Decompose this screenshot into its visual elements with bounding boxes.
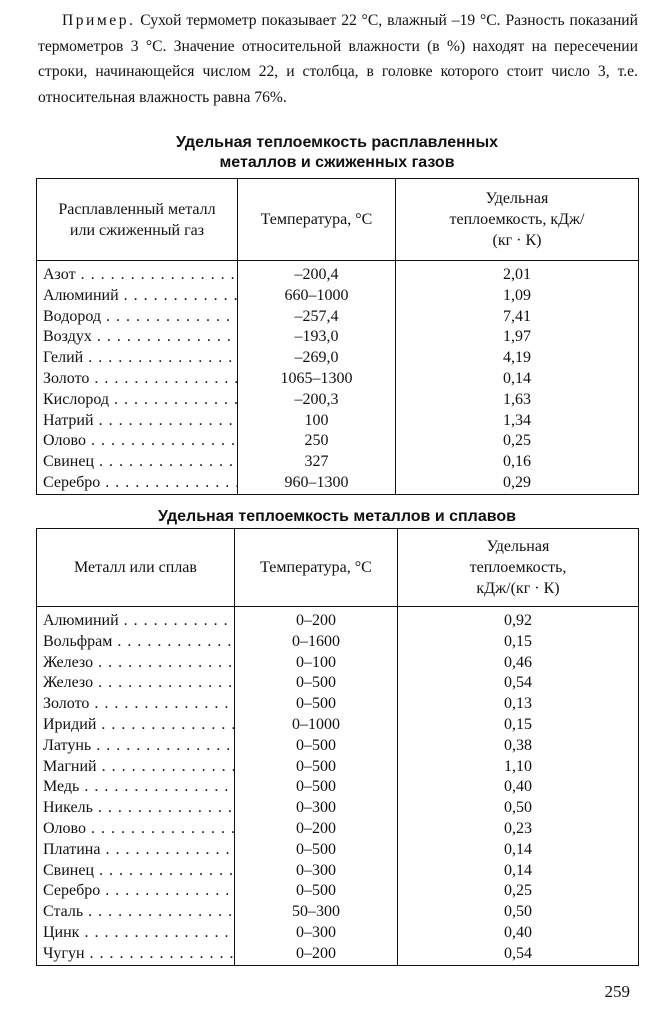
heat-capacity-cell: 0,38: [398, 736, 639, 757]
heat-capacity-cell: 0,50: [398, 902, 639, 923]
material-name: Цинк . . .: [43, 924, 235, 941]
heat-capacity-cell: 0,40: [398, 923, 639, 944]
temperature-cell: 0–500: [235, 757, 398, 778]
table-row: [37, 607, 639, 632]
material-name: Натрий . . .: [43, 412, 238, 429]
temperature-cell: 0–500: [235, 777, 398, 798]
table-row: [37, 390, 639, 411]
material-cell: [37, 348, 238, 369]
temperature-cell: 0–500: [235, 736, 398, 757]
temperature-cell: 0–100: [235, 653, 398, 674]
material-cell: [37, 757, 235, 778]
temperature-cell: 0–300: [235, 798, 398, 819]
material-name: Железо . . .: [43, 674, 235, 691]
material-cell: [37, 411, 238, 432]
material-name: Железо . . .: [43, 654, 235, 671]
heat-capacity-cell: 0,46: [398, 653, 639, 674]
material-cell: [37, 777, 235, 798]
temperature-cell: –257,4: [238, 307, 396, 328]
table-row: [37, 286, 639, 307]
table-row: [37, 431, 639, 452]
heat-capacity-cell: 0,15: [398, 715, 639, 736]
temperature-cell: 0–500: [235, 694, 398, 715]
material-cell: [37, 607, 235, 632]
table-row: [37, 798, 639, 819]
material-cell: [37, 715, 235, 736]
heat-capacity-cell: 0,14: [396, 369, 639, 390]
material-name: Магний . . .: [43, 758, 235, 775]
heat-capacity-cell: 4,19: [396, 348, 639, 369]
table-row: [37, 411, 639, 432]
material-cell: [37, 473, 238, 494]
table-row: [37, 715, 639, 736]
table-row: [37, 261, 639, 286]
temperature-cell: 0–300: [235, 923, 398, 944]
temperature-cell: 0–500: [235, 673, 398, 694]
temperature-cell: 0–500: [235, 840, 398, 861]
table-row: [37, 840, 639, 861]
material-name: Водород . . .: [43, 308, 238, 325]
material-name: Чугун . . .: [43, 945, 235, 962]
temperature-cell: 0–200: [235, 819, 398, 840]
material-name: Золото . . .: [43, 370, 238, 387]
table-row: [37, 632, 639, 653]
material-name: Платина . . .: [43, 841, 235, 858]
page-number: 259: [604, 982, 630, 1001]
heat-capacity-cell: 1,09: [396, 286, 639, 307]
material-cell: [37, 673, 235, 694]
temperature-cell: 0–300: [235, 861, 398, 882]
temperature-cell: –200,4: [238, 261, 396, 286]
table1-title: [36, 133, 638, 173]
material-name: Олово . . .: [43, 820, 235, 837]
column-header-temperature: Температура, °С: [238, 179, 396, 261]
material-cell: [37, 327, 238, 348]
material-name: Серебро . . .: [43, 474, 238, 491]
heat-capacity-cell: 0,13: [398, 694, 639, 715]
table-row: [37, 348, 639, 369]
temperature-cell: 327: [238, 452, 396, 473]
column-header-heat-capacity: Удельная теплоемкость, кДж/ (кг · К): [396, 179, 639, 261]
material-name: Латунь . . .: [43, 737, 235, 754]
temperature-cell: 0–500: [235, 881, 398, 902]
table-row: [37, 673, 639, 694]
material-cell: [37, 653, 235, 674]
table-row: [37, 369, 639, 390]
heat-capacity-cell: 7,41: [396, 307, 639, 328]
material-name: Свинец . . .: [43, 453, 238, 470]
material-cell: [37, 819, 235, 840]
temperature-cell: 100: [238, 411, 396, 432]
material-name: Кислород . . .: [43, 391, 238, 408]
material-cell: [37, 923, 235, 944]
table-row: [37, 757, 639, 778]
material-cell: [37, 902, 235, 923]
table-row: [37, 923, 639, 944]
material-name: Алюминий . . .: [43, 612, 235, 629]
temperature-cell: –200,3: [238, 390, 396, 411]
metals-alloys-table: [36, 528, 639, 966]
heat-capacity-cell: 1,10: [398, 757, 639, 778]
column-header-material: Металл или сплав: [37, 529, 235, 607]
heat-capacity-cell: 0,25: [398, 881, 639, 902]
heat-capacity-cell: 0,29: [396, 473, 639, 494]
material-cell: [37, 390, 238, 411]
material-cell: [37, 307, 238, 328]
material-cell: [37, 286, 238, 307]
example-lead: Пример.: [62, 12, 136, 29]
heat-capacity-cell: 1,63: [396, 390, 639, 411]
temperature-cell: 0–1600: [235, 632, 398, 653]
example-text: Сухой термометр показывает 22 °С, влажный –19 °С. Разность показаний термометров 3 °С. Значение относительной влажности (в %) находят на пересечении строки, начинающейся числом 22, и столбца, в головке которого стоит число 3, т.е. относительная влажность равна 76%.: [38, 12, 638, 106]
material-cell: [37, 798, 235, 819]
material-name: Сталь . . .: [43, 903, 235, 920]
table1-title-line1: Удельная теплоемкость расплавленных: [175, 134, 499, 151]
material-cell: [37, 881, 235, 902]
heat-capacity-cell: 0,25: [396, 431, 639, 452]
temperature-cell: 660–1000: [238, 286, 396, 307]
material-cell: [37, 694, 235, 715]
material-name: Воздух . . .: [43, 328, 238, 345]
temperature-cell: 0–1000: [235, 715, 398, 736]
heat-capacity-cell: 0,54: [398, 673, 639, 694]
heat-capacity-cell: 0,16: [396, 452, 639, 473]
temperature-cell: 250: [238, 431, 396, 452]
molten-metals-table: [36, 178, 639, 495]
table-row: [37, 694, 639, 715]
material-name: Медь . . .: [43, 778, 235, 795]
material-cell: [37, 861, 235, 882]
material-name: Золото . . .: [43, 695, 235, 712]
material-name: Азот . . .: [43, 266, 238, 283]
heat-capacity-cell: 0,14: [398, 840, 639, 861]
table-row: [37, 902, 639, 923]
table-row: [37, 777, 639, 798]
table-row: [37, 819, 639, 840]
temperature-cell: 960–1300: [238, 473, 396, 494]
temperature-cell: –193,0: [238, 327, 396, 348]
material-cell: [37, 452, 238, 473]
table-row: [37, 307, 639, 328]
table1-title-line2: металлов и сжиженных газов: [219, 154, 455, 171]
material-name: Свинец . . .: [43, 862, 235, 879]
heat-capacity-cell: 0,92: [398, 607, 639, 632]
table-row: [37, 944, 639, 965]
heat-capacity-cell: 0,14: [398, 861, 639, 882]
table-row: [37, 473, 639, 494]
temperature-cell: 50–300: [235, 902, 398, 923]
material-cell: [37, 261, 238, 286]
material-cell: [37, 736, 235, 757]
temperature-cell: 0–200: [235, 607, 398, 632]
heat-capacity-cell: 2,01: [396, 261, 639, 286]
material-name: Олово . . .: [43, 432, 238, 449]
table-row: [37, 327, 639, 348]
heat-capacity-cell: 0,54: [398, 944, 639, 965]
material-name: Иридий . . .: [43, 716, 235, 733]
material-name: Серебро . . .: [43, 882, 235, 899]
column-header-temperature: Температура, °С: [235, 529, 398, 607]
material-cell: [37, 944, 235, 965]
heat-capacity-cell: 0,23: [398, 819, 639, 840]
temperature-cell: –269,0: [238, 348, 396, 369]
column-header-heat-capacity: Удельная теплоемкость, кДж/(кг · К): [398, 529, 639, 607]
table2-title: Удельная теплоемкость металлов и сплавов: [158, 508, 516, 525]
table-row: [37, 736, 639, 757]
material-name: Алюминий . . .: [43, 287, 238, 304]
heat-capacity-cell: 1,97: [396, 327, 639, 348]
example-paragraph: [38, 8, 638, 110]
temperature-cell: 1065–1300: [238, 369, 396, 390]
table-row: [37, 861, 639, 882]
heat-capacity-cell: 0,15: [398, 632, 639, 653]
material-cell: [37, 369, 238, 390]
temperature-cell: 0–200: [235, 944, 398, 965]
table-row: [37, 881, 639, 902]
material-cell: [37, 632, 235, 653]
column-header-material: Расплавленный металл или сжиженный газ: [37, 179, 238, 261]
table-row: [37, 452, 639, 473]
heat-capacity-cell: 1,34: [396, 411, 639, 432]
material-name: Гелий . . .: [43, 349, 238, 366]
material-cell: [37, 431, 238, 452]
table-row: [37, 653, 639, 674]
heat-capacity-cell: 0,50: [398, 798, 639, 819]
material-name: Вольфрам . . .: [43, 633, 235, 650]
material-name: Никель . . .: [43, 799, 235, 816]
heat-capacity-cell: 0,40: [398, 777, 639, 798]
material-cell: [37, 840, 235, 861]
